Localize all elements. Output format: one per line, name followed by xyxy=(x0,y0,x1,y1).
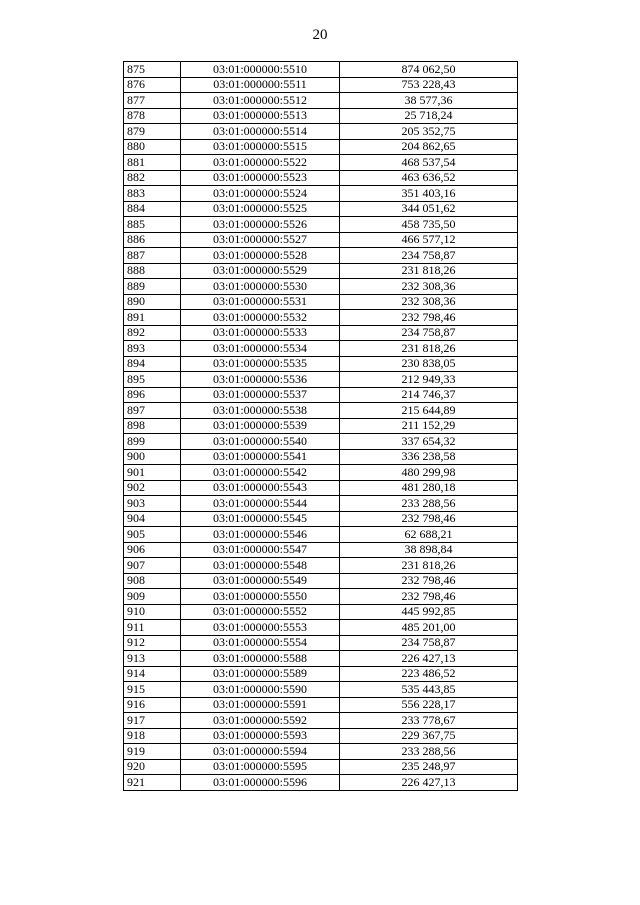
row-number: 886 xyxy=(124,232,181,248)
cadastral-value: 466 577,12 xyxy=(340,232,518,248)
cadastral-value: 231 818,26 xyxy=(340,263,518,279)
row-number: 894 xyxy=(124,356,181,372)
table-row xyxy=(124,527,518,543)
table-row xyxy=(124,108,518,124)
row-number: 905 xyxy=(124,527,181,543)
table-row xyxy=(124,341,518,357)
cadastral-value: 232 798,46 xyxy=(340,589,518,605)
table-row xyxy=(124,434,518,450)
cadastral-value: 235 248,97 xyxy=(340,759,518,775)
row-number: 912 xyxy=(124,635,181,651)
cadastral-number: 03:01:000000:5527 xyxy=(181,232,340,248)
cadastral-number: 03:01:000000:5594 xyxy=(181,744,340,760)
cadastral-value: 229 367,75 xyxy=(340,728,518,744)
cadastral-value: 344 051,62 xyxy=(340,201,518,217)
cadastral-value: 215 644,89 xyxy=(340,403,518,419)
table-row xyxy=(124,232,518,248)
cadastral-value: 226 427,13 xyxy=(340,775,518,791)
table-row xyxy=(124,294,518,310)
table-row xyxy=(124,93,518,109)
row-number: 902 xyxy=(124,480,181,496)
cadastral-number: 03:01:000000:5528 xyxy=(181,248,340,264)
cadastral-number: 03:01:000000:5539 xyxy=(181,418,340,434)
table-row xyxy=(124,139,518,155)
cadastral-number: 03:01:000000:5534 xyxy=(181,341,340,357)
row-number: 916 xyxy=(124,697,181,713)
row-number: 903 xyxy=(124,496,181,512)
cadastral-value-table xyxy=(123,61,518,791)
cadastral-value: 232 308,36 xyxy=(340,279,518,295)
cadastral-number: 03:01:000000:5596 xyxy=(181,775,340,791)
table-row xyxy=(124,325,518,341)
cadastral-number: 03:01:000000:5524 xyxy=(181,186,340,202)
row-number: 920 xyxy=(124,759,181,775)
row-number: 889 xyxy=(124,279,181,295)
cadastral-value: 212 949,33 xyxy=(340,372,518,388)
row-number: 892 xyxy=(124,325,181,341)
row-number: 895 xyxy=(124,372,181,388)
row-number: 921 xyxy=(124,775,181,791)
cadastral-number: 03:01:000000:5514 xyxy=(181,124,340,140)
row-number: 887 xyxy=(124,248,181,264)
row-number: 877 xyxy=(124,93,181,109)
cadastral-value: 232 798,46 xyxy=(340,310,518,326)
row-number: 907 xyxy=(124,558,181,574)
row-number: 882 xyxy=(124,170,181,186)
table-row xyxy=(124,387,518,403)
table-row xyxy=(124,480,518,496)
row-number: 918 xyxy=(124,728,181,744)
cadastral-value: 205 352,75 xyxy=(340,124,518,140)
row-number: 900 xyxy=(124,449,181,465)
row-number: 904 xyxy=(124,511,181,527)
cadastral-value: 463 636,52 xyxy=(340,170,518,186)
table-row xyxy=(124,201,518,217)
cadastral-value: 480 299,98 xyxy=(340,465,518,481)
cadastral-value: 468 537,54 xyxy=(340,155,518,171)
cadastral-number: 03:01:000000:5541 xyxy=(181,449,340,465)
row-number: 909 xyxy=(124,589,181,605)
cadastral-value: 535 443,85 xyxy=(340,682,518,698)
cadastral-number: 03:01:000000:5538 xyxy=(181,403,340,419)
cadastral-value: 233 288,56 xyxy=(340,744,518,760)
table-row xyxy=(124,558,518,574)
cadastral-number: 03:01:000000:5531 xyxy=(181,294,340,310)
cadastral-number: 03:01:000000:5548 xyxy=(181,558,340,574)
cadastral-number: 03:01:000000:5544 xyxy=(181,496,340,512)
cadastral-number: 03:01:000000:5512 xyxy=(181,93,340,109)
cadastral-value: 232 308,36 xyxy=(340,294,518,310)
cadastral-value: 211 152,29 xyxy=(340,418,518,434)
table-row xyxy=(124,666,518,682)
row-number: 919 xyxy=(124,744,181,760)
table-row xyxy=(124,511,518,527)
page-number: 20 xyxy=(312,27,328,43)
table-row xyxy=(124,713,518,729)
table-row xyxy=(124,651,518,667)
row-number: 885 xyxy=(124,217,181,233)
table-row xyxy=(124,744,518,760)
table-row xyxy=(124,170,518,186)
cadastral-value: 232 798,46 xyxy=(340,511,518,527)
table-row xyxy=(124,759,518,775)
cadastral-number: 03:01:000000:5522 xyxy=(181,155,340,171)
cadastral-number: 03:01:000000:5550 xyxy=(181,589,340,605)
table-row xyxy=(124,372,518,388)
cadastral-value: 351 403,16 xyxy=(340,186,518,202)
cadastral-number: 03:01:000000:5536 xyxy=(181,372,340,388)
cadastral-value: 233 778,67 xyxy=(340,713,518,729)
table-row xyxy=(124,682,518,698)
cadastral-value: 231 818,26 xyxy=(340,558,518,574)
table-row xyxy=(124,449,518,465)
cadastral-number: 03:01:000000:5588 xyxy=(181,651,340,667)
row-number: 910 xyxy=(124,604,181,620)
cadastral-number: 03:01:000000:5595 xyxy=(181,759,340,775)
row-number: 876 xyxy=(124,77,181,93)
row-number: 911 xyxy=(124,620,181,636)
cadastral-number: 03:01:000000:5515 xyxy=(181,139,340,155)
cadastral-number: 03:01:000000:5549 xyxy=(181,573,340,589)
cadastral-number: 03:01:000000:5513 xyxy=(181,108,340,124)
cadastral-value: 337 654,32 xyxy=(340,434,518,450)
cadastral-value: 753 228,43 xyxy=(340,77,518,93)
table-row xyxy=(124,728,518,744)
cadastral-number: 03:01:000000:5543 xyxy=(181,480,340,496)
cadastral-number: 03:01:000000:5526 xyxy=(181,217,340,233)
row-number: 879 xyxy=(124,124,181,140)
cadastral-number: 03:01:000000:5533 xyxy=(181,325,340,341)
cadastral-value: 458 735,50 xyxy=(340,217,518,233)
row-number: 908 xyxy=(124,573,181,589)
table-row xyxy=(124,248,518,264)
row-number: 883 xyxy=(124,186,181,202)
table-row xyxy=(124,604,518,620)
table-row xyxy=(124,77,518,93)
cadastral-number: 03:01:000000:5535 xyxy=(181,356,340,372)
table-row xyxy=(124,124,518,140)
table-row xyxy=(124,573,518,589)
cadastral-value: 25 718,24 xyxy=(340,108,518,124)
cadastral-value: 445 992,85 xyxy=(340,604,518,620)
cadastral-number: 03:01:000000:5529 xyxy=(181,263,340,279)
row-number: 893 xyxy=(124,341,181,357)
table-row xyxy=(124,418,518,434)
cadastral-value: 38 898,84 xyxy=(340,542,518,558)
row-number: 898 xyxy=(124,418,181,434)
cadastral-value: 230 838,05 xyxy=(340,356,518,372)
cadastral-number: 03:01:000000:5591 xyxy=(181,697,340,713)
row-number: 891 xyxy=(124,310,181,326)
table-row xyxy=(124,263,518,279)
cadastral-value: 234 758,87 xyxy=(340,635,518,651)
cadastral-value: 336 238,58 xyxy=(340,449,518,465)
row-number: 878 xyxy=(124,108,181,124)
row-number: 897 xyxy=(124,403,181,419)
cadastral-number: 03:01:000000:5540 xyxy=(181,434,340,450)
cadastral-number: 03:01:000000:5546 xyxy=(181,527,340,543)
row-number: 888 xyxy=(124,263,181,279)
row-number: 914 xyxy=(124,666,181,682)
row-number: 884 xyxy=(124,201,181,217)
cadastral-value: 234 758,87 xyxy=(340,325,518,341)
cadastral-value: 223 486,52 xyxy=(340,666,518,682)
table-row xyxy=(124,465,518,481)
cadastral-number: 03:01:000000:5554 xyxy=(181,635,340,651)
row-number: 901 xyxy=(124,465,181,481)
cadastral-number: 03:01:000000:5547 xyxy=(181,542,340,558)
row-number: 890 xyxy=(124,294,181,310)
row-number: 881 xyxy=(124,155,181,171)
table-row xyxy=(124,542,518,558)
cadastral-number: 03:01:000000:5511 xyxy=(181,77,340,93)
table-row xyxy=(124,403,518,419)
row-number: 906 xyxy=(124,542,181,558)
cadastral-number: 03:01:000000:5530 xyxy=(181,279,340,295)
row-number: 875 xyxy=(124,62,181,78)
cadastral-value: 234 758,87 xyxy=(340,248,518,264)
cadastral-value: 481 280,18 xyxy=(340,480,518,496)
table-row xyxy=(124,356,518,372)
table-row xyxy=(124,635,518,651)
table-row xyxy=(124,155,518,171)
table-row xyxy=(124,279,518,295)
cadastral-number: 03:01:000000:5590 xyxy=(181,682,340,698)
cadastral-number: 03:01:000000:5593 xyxy=(181,728,340,744)
cadastral-number: 03:01:000000:5589 xyxy=(181,666,340,682)
table-row xyxy=(124,620,518,636)
cadastral-number: 03:01:000000:5552 xyxy=(181,604,340,620)
row-number: 896 xyxy=(124,387,181,403)
table-row xyxy=(124,589,518,605)
table-row xyxy=(124,496,518,512)
row-number: 917 xyxy=(124,713,181,729)
cadastral-value: 62 688,21 xyxy=(340,527,518,543)
row-number: 915 xyxy=(124,682,181,698)
table-body xyxy=(124,62,518,791)
cadastral-value: 38 577,36 xyxy=(340,93,518,109)
cadastral-number: 03:01:000000:5523 xyxy=(181,170,340,186)
cadastral-number: 03:01:000000:5592 xyxy=(181,713,340,729)
table-row xyxy=(124,186,518,202)
table-row xyxy=(124,775,518,791)
cadastral-value: 556 228,17 xyxy=(340,697,518,713)
cadastral-value: 231 818,26 xyxy=(340,341,518,357)
row-number: 899 xyxy=(124,434,181,450)
table-row xyxy=(124,217,518,233)
cadastral-number: 03:01:000000:5532 xyxy=(181,310,340,326)
row-number: 880 xyxy=(124,139,181,155)
cadastral-value: 233 288,56 xyxy=(340,496,518,512)
cadastral-value: 214 746,37 xyxy=(340,387,518,403)
cadastral-value: 204 862,65 xyxy=(340,139,518,155)
cadastral-value: 874 062,50 xyxy=(340,62,518,78)
cadastral-number: 03:01:000000:5537 xyxy=(181,387,340,403)
cadastral-number: 03:01:000000:5545 xyxy=(181,511,340,527)
row-number: 913 xyxy=(124,651,181,667)
cadastral-value: 226 427,13 xyxy=(340,651,518,667)
table-row xyxy=(124,310,518,326)
cadastral-value: 485 201,00 xyxy=(340,620,518,636)
cadastral-number: 03:01:000000:5553 xyxy=(181,620,340,636)
cadastral-number: 03:01:000000:5525 xyxy=(181,201,340,217)
table-row xyxy=(124,697,518,713)
cadastral-value: 232 798,46 xyxy=(340,573,518,589)
table-row xyxy=(124,62,518,78)
cadastral-number: 03:01:000000:5510 xyxy=(181,62,340,78)
cadastral-number: 03:01:000000:5542 xyxy=(181,465,340,481)
